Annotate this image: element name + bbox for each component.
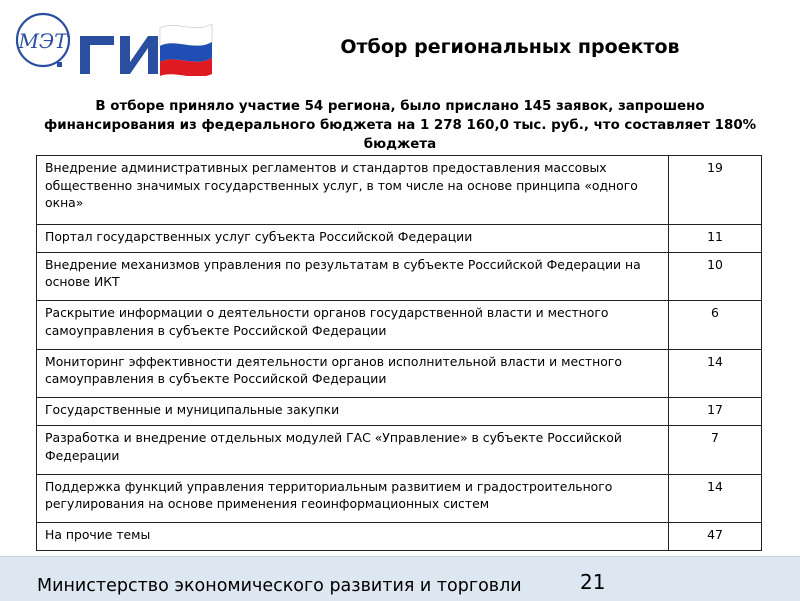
application-count: 17: [669, 398, 762, 426]
slide-title: Отбор региональных проектов: [340, 36, 680, 58]
table-row: [37, 474, 762, 522]
ministry-logo-text: МЭТ: [18, 29, 68, 53]
table-row: [37, 398, 762, 426]
table-row: [37, 426, 762, 474]
table-row: [37, 301, 762, 349]
gov-services-logo: [80, 20, 220, 76]
project-topic: Государственные и муниципальные закупки: [37, 398, 669, 426]
gov-services-letters-icon: [80, 36, 158, 74]
project-topic: Разработка и внедрение отдельных модулей ГАС «Управление» в субъекте Российской Федерации: [37, 426, 669, 474]
application-count: 10: [669, 252, 762, 300]
application-count: 14: [669, 474, 762, 522]
table-row: [37, 156, 762, 225]
project-topic: Внедрение механизмов управления по результатам в субъекте Российской Федерации на основе ИКТ: [37, 252, 669, 300]
application-count: 6: [669, 301, 762, 349]
application-count: 47: [669, 523, 762, 551]
ministry-emblem-icon: [17, 14, 69, 67]
summary-text: В отборе приняло участие 54 региона, было прислано 145 заявок, запрошено финансирования из федерального бюджета на 1 278 160,0 тыс. руб., что составляет 180% бюджета: [43, 99, 757, 152]
table-row: [37, 252, 762, 300]
page-number: 21: [580, 570, 606, 594]
application-count: 11: [669, 225, 762, 253]
project-topic: На прочие темы: [37, 523, 669, 551]
table-row: [37, 225, 762, 253]
footer-ministry: Министерство экономического развития и торговли: [37, 576, 522, 596]
table-row: [37, 523, 762, 551]
project-topic: Портал государственных услуг субъекта Российской Федерации: [37, 225, 669, 253]
application-count: 7: [669, 426, 762, 474]
russian-flag-icon: [160, 24, 212, 76]
project-topic: Поддержка функций управления территориальным развитием и градостроительного регулирования на основе применения геоинформационных систем: [37, 474, 669, 522]
application-count: 19: [669, 156, 762, 225]
ministry-logo: [10, 6, 76, 78]
projects-table: [36, 155, 762, 551]
project-topic: Мониторинг эффективности деятельности органов исполнительной власти и местного самоуправления в субъекте Российской Федерации: [37, 349, 669, 397]
project-topic: Раскрытие информации о деятельности органов государственной власти и местного самоуправления в субъекте Российской Федерации: [37, 301, 669, 349]
table-row: [37, 349, 762, 397]
project-topic: Внедрение административных регламентов и стандартов предоставления массовых общественно значимых государственных услуг, в том числе на основе принципа «одного окна»: [37, 156, 669, 225]
application-count: 14: [669, 349, 762, 397]
